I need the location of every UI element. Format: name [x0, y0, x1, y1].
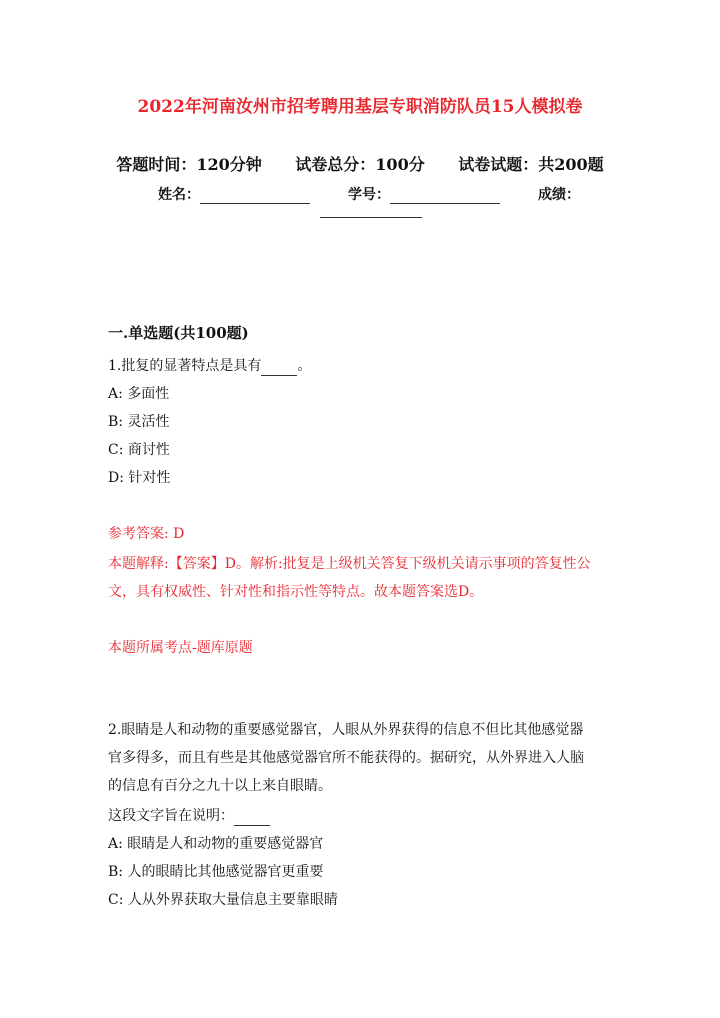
q2-prompt — [108, 806, 270, 826]
score-blank — [320, 203, 422, 218]
q1-option-a: A: 多面性 — [108, 386, 170, 402]
id-label: 学号： — [348, 187, 390, 203]
score-blank-row — [320, 202, 422, 218]
q1-source: 本题所属考点-题库原题 — [108, 640, 253, 656]
q1-explanation-line-2: 文，具有权威性、针对性和指示性等特点。故本题答案选D。 — [108, 584, 484, 600]
score-field — [538, 184, 580, 204]
q2-option-c: C: 人从外界获取大量信息主要靠眼睛 — [108, 892, 338, 908]
exam-question-count: 试卷试题：共200题 — [458, 155, 604, 174]
name-field — [158, 184, 310, 204]
q2-stem-line-2: 官多得多，而且有些是其他感觉器官所不能获得的。据研究，从外界进入人脑 — [108, 750, 584, 766]
q2-prompt-text: 这段文字旨在说明： — [108, 808, 234, 824]
q1-stem — [108, 356, 311, 376]
q2-stem-line-3: 的信息有百分之九十以上来自眼睛。 — [108, 778, 332, 794]
q2-blank — [234, 811, 270, 826]
q1-stem-text: 1.批复的显著特点是具有 — [108, 358, 262, 374]
q1-explanation-line-1: 本题解释:【答案】D。解析:批复是上级机关答复下级机关请示事项的答复性公 — [108, 556, 591, 572]
q1-blank — [261, 361, 297, 376]
section-title: 一.单选题(共100题) — [108, 324, 249, 342]
q2-option-b: B: 人的眼睛比其他感觉器官更重要 — [108, 864, 324, 880]
exam-meta — [0, 152, 720, 175]
q1-option-c: C: 商讨性 — [108, 442, 170, 458]
score-label: 成绩： — [538, 187, 580, 203]
name-label: 姓名： — [158, 187, 200, 203]
exam-time: 答题时间：120分钟 — [116, 155, 262, 174]
q2-stem-line-1: 2.眼睛是人和动物的重要感觉器官，人眼从外界获得的信息不但比其他感觉器 — [108, 722, 584, 738]
q2-option-a: A: 眼睛是人和动物的重要感觉器官 — [108, 836, 324, 852]
exam-title: 2022年河南汝州市招考聘用基层专职消防队员15人模拟卷 — [137, 97, 583, 117]
exam-total-score: 试卷总分：100分 — [295, 155, 425, 174]
q1-stem-end: 。 — [297, 358, 312, 374]
name-blank — [200, 189, 310, 204]
q1-option-d: D: 针对性 — [108, 470, 171, 486]
q1-option-b: B: 灵活性 — [108, 414, 170, 430]
id-field — [348, 184, 500, 204]
q1-answer: 参考答案: D — [108, 526, 185, 542]
